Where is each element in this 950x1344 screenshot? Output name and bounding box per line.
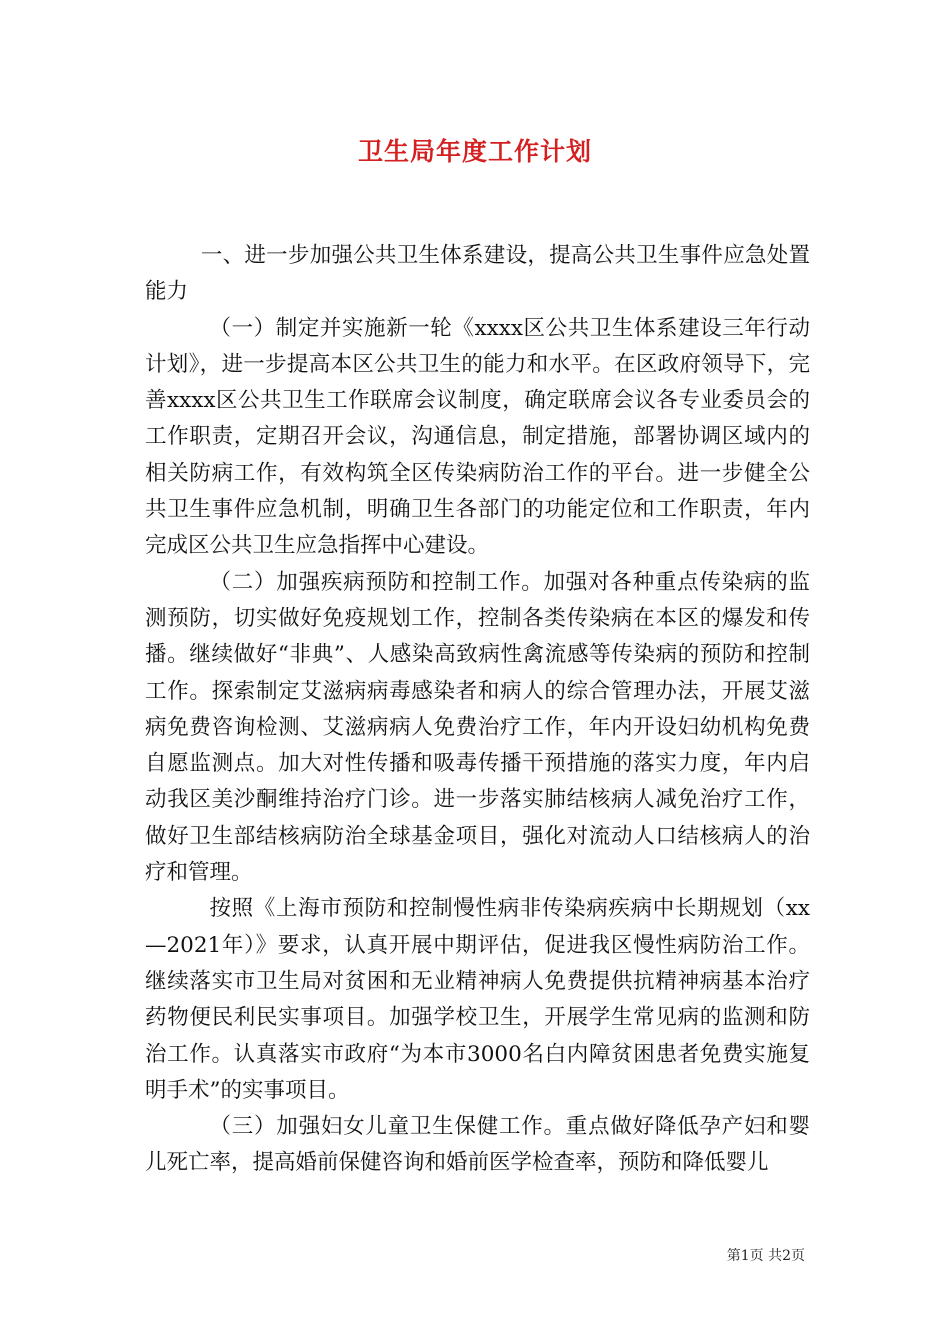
paragraph-4: （三）加强妇女儿童卫生保健工作。重点做好降低孕产妇和婴儿死亡率，提高婚前保健咨询和婚前医学检查率，预防和降低婴儿 xyxy=(145,1114,810,1176)
document-body xyxy=(145,238,810,1182)
page-number: 第1页 共2页 xyxy=(726,1248,805,1264)
paragraph-1: （一）制定并实施新一轮《xxxx区公共卫生体系建设三年行动计划》，进一步提高本区公共卫生的能力和水平。在区政府领导下，完善xxxx区公共卫生工作联席会议制度，确定联席会议各专业委员会的工作职责，定期召开会议，沟通信息，制定措施，部署协调区域内的相关防病工作，有效构筑全区传染病防治工作的平台。进一步健全公共卫生事件应急机制，明确卫生各部门的功能定位和工作职责，年内完成区公共卫生应急指挥中心建设。 xyxy=(145,315,810,559)
paragraph-3: 按照《上海市预防和控制慢性病非传染病疾病中长期规划（xx—2021年）》要求，认真开展中期评估，促进我区慢性病防治工作。继续落实市卫生局对贫困和无业精神病人免费提供抗精神病基本治疗药物便民利民实事项目。加强学校卫生，开展学生常见病的监测和防治工作。认真落实市政府“为本市3000名白内障贫困患者免费实施复明手术”的实事项目。 xyxy=(145,896,810,1103)
paragraph-2: （二）加强疾病预防和控制工作。加强对各种重点传染病的监测预防，切实做好免疫规划工作，控制各类传染病在本区的爆发和传播。继续做好“非典”、人感染高致病性禽流感等传染病的预防和控制工作。探索制定艾滋病病毒感染者和病人的综合管理办法，开展艾滋病免费咨询检测、艾滋病病人免费治疗工作，年内开设妇幼机构免费自愿监测点。加大对性传播和吸毒传播干预措施的落实力度，年内启动我区美沙酮维持治疗门诊。进一步落实肺结核病人减免治疗工作，做好卫生部结核病防治全球基金项目，强化对流动人口结核病人的治疗和管理。 xyxy=(145,569,810,886)
document-title: 卫生局年度工作计划 xyxy=(357,137,592,166)
section-heading-1: 一、进一步加强公共卫生体系建设，提高公共卫生事件应急处置能力 xyxy=(145,243,810,305)
